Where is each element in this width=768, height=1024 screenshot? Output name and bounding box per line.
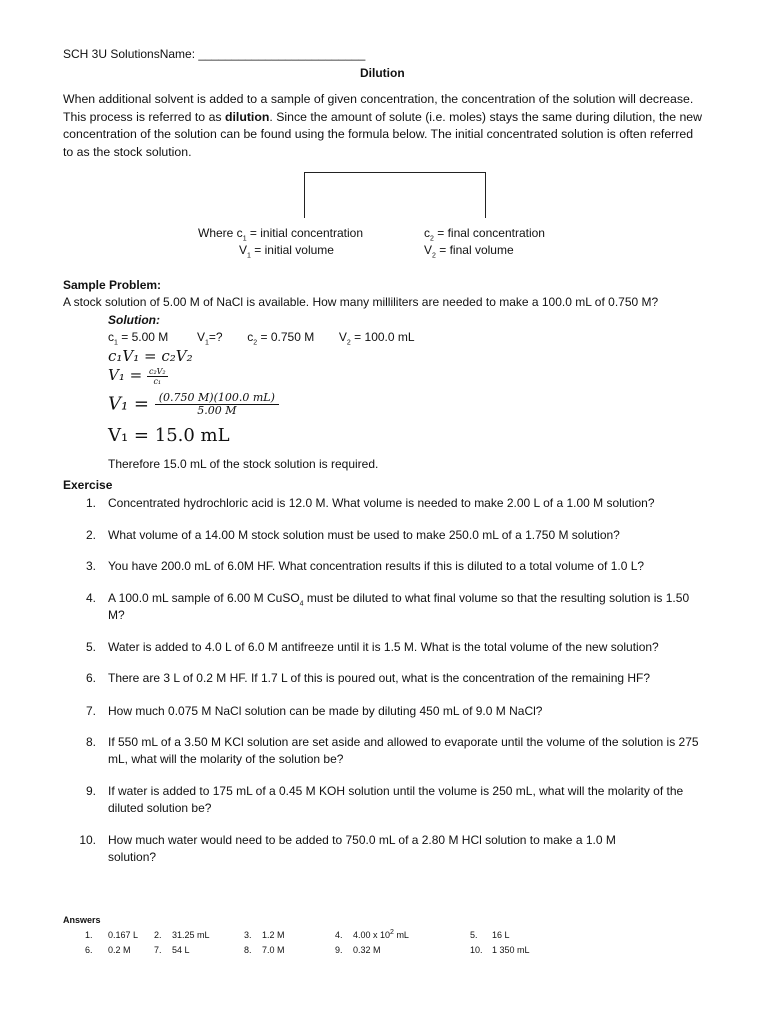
exercise-item: Concentrated hydrochloric acid is 12.0 M. What volume is needed to make 2.00 L of a 1.00 M solution?	[108, 496, 655, 510]
exercise-number: 4.	[85, 591, 96, 605]
legend-c2-text: = final concentration	[433, 226, 545, 240]
eq2-fraction	[147, 367, 168, 386]
c-letter: c	[108, 330, 114, 344]
legend-sub: 1	[242, 235, 247, 243]
answer-value: 7.0 M	[262, 945, 285, 955]
legend-v-letter: V	[239, 243, 248, 257]
formula-box	[304, 172, 486, 218]
answer-number: 8.	[244, 945, 252, 955]
answer-value: 0.32 M	[353, 945, 381, 955]
legend-v2	[424, 242, 514, 259]
answer-value: 0.167 L	[108, 930, 139, 940]
legend-sub: 1	[247, 252, 251, 260]
sample-conclusion: Therefore 15.0 mL of the stock solution is required.	[108, 457, 379, 471]
exercise-item: You have 200.0 mL of 6.0M HF. What concentration results if this is diluted to a total volume of 1.0 L?	[108, 559, 645, 573]
exercise-text-b: must be diluted to what final volume so that the resulting solution is 1.50 M?	[108, 591, 690, 622]
answer-value: 54 L	[172, 945, 190, 955]
intro-text-1: When additional solvent is added to a sample of given concentration, the concentration of the solution will decrease. This process is referred to as	[63, 92, 694, 124]
legend-sub: 2	[430, 235, 434, 243]
answer-number: 4.	[335, 930, 343, 940]
eq2-lhs: V₁ =	[108, 366, 143, 384]
eq2-numerator: c₂V₂	[148, 366, 166, 376]
legend-v1	[239, 242, 334, 259]
eq3-numerator: (0.750 M)(100.0 mL)	[155, 392, 279, 405]
answer-value-b: mL	[393, 930, 409, 940]
exercise-number: 7.	[85, 704, 96, 718]
eq3-fraction	[155, 392, 279, 417]
exercise-number: 8.	[85, 735, 96, 749]
sub: 2	[253, 339, 258, 347]
given-v2: = 100.0 mL	[354, 330, 415, 344]
given-c1: = 5.00 M	[121, 330, 169, 344]
sub: 2	[346, 339, 351, 347]
exercise-number: 3.	[85, 559, 96, 573]
answer-number: 10.	[470, 945, 483, 955]
legend-v2-text: = final volume	[435, 243, 514, 257]
exercise-number: 6.	[85, 671, 96, 685]
legend-where: Where c	[198, 226, 243, 240]
answer-number: 9.	[335, 945, 343, 955]
sub: 1	[114, 339, 118, 347]
sample-question: A stock solution of 5.00 M of NaCl is available. How many milliliters are needed to make a 100.0 mL of 0.750 M?	[63, 295, 659, 309]
exercise-item: If water is added to 175 mL of a 0.45 M KOH solution until the volume is 250 mL, what will the molarity of the diluted solution be?	[108, 784, 684, 815]
given-c2: = 0.750 M	[260, 330, 315, 344]
answer-value: 16 L	[492, 930, 510, 940]
equation-rearranged	[108, 366, 168, 386]
answer-superscript: 2	[390, 929, 394, 936]
answer-number: 7.	[154, 945, 162, 955]
answer-value-a: 4.00 x 10	[353, 930, 391, 940]
exercise-item: How much 0.075 M NaCl solution can be made by diluting 450 mL of 9.0 M NaCl?	[108, 704, 543, 718]
exercise-item: How much water would need to be added to 750.0 mL of a 2.80 M HCl solution to make a 1.0 M solution?	[108, 833, 616, 864]
sample-heading: Sample Problem:	[63, 278, 162, 292]
c-letter: c	[247, 330, 254, 344]
exercise-item: There are 3 L of 0.2 M HF. If 1.7 L of this is poured out, what is the concentration of the remaining HF?	[108, 671, 651, 685]
answers-heading: Answers	[63, 915, 101, 925]
answer-value: 1 350 mL	[492, 945, 530, 955]
equation-dilution: c₁V₁ = c₂V₂	[108, 347, 193, 365]
legend-c1-text: = initial concentration	[246, 226, 363, 240]
exercise-item	[108, 590, 700, 624]
legend-v-letter: V	[424, 243, 433, 257]
eq3-lhs: V₁ =	[108, 393, 150, 415]
answer-number: 5.	[470, 930, 478, 940]
eq2-denominator: c₁	[153, 376, 162, 386]
exercise-item: Water is added to 4.0 L of 6.0 M antifreeze until it is 1.5 M. What is the total volume of the new solution?	[108, 640, 659, 654]
answer-number: 3.	[244, 930, 252, 940]
given-values	[108, 329, 415, 346]
intro-paragraph	[63, 91, 703, 161]
answer-number: 2.	[154, 930, 162, 940]
exercise-number: 1.	[85, 496, 96, 510]
answer-value	[353, 928, 409, 942]
intro-text-2: . Since the amount of solute (i.e. moles) stays the same during dilution, the new concentration of the solution can be found using the formula below. The initial concentrated solution is often referred to as the stock solution.	[63, 109, 703, 159]
exercise-number: 2.	[85, 528, 96, 542]
answer-value: 31.25 mL	[172, 930, 210, 940]
exercise-item: What volume of a 14.00 M stock solution must be used to make 250.0 mL of a 1.750 M solution?	[108, 528, 620, 542]
header-line	[63, 46, 365, 63]
sub: 1	[204, 339, 209, 347]
exercise-number: 10.	[79, 833, 96, 847]
answer-number: 1.	[85, 930, 93, 940]
legend-c1	[198, 225, 363, 242]
answer-value: 0.2 M	[108, 945, 131, 955]
exercise-item: If 550 mL of a 3.50 M KCl solution are set aside and allowed to evaporate until the volume of the solution is 275 mL, what will the molarity of the solution be?	[108, 735, 699, 766]
legend-c-letter: c	[424, 226, 430, 240]
given-v1: =?	[208, 330, 223, 344]
exercise-subscript: 4	[299, 600, 304, 608]
eq3-denominator: 5.00 M	[197, 404, 237, 417]
v-letter: V	[338, 330, 347, 344]
exercise-heading: Exercise	[63, 478, 113, 492]
v-letter: V	[196, 330, 205, 344]
intro-bold-term: dilution	[224, 109, 270, 124]
legend-sub: 2	[432, 252, 436, 260]
answer-value: 1.2 M	[262, 930, 285, 940]
exercise-number: 5.	[85, 640, 96, 654]
legend-v1-text: = initial volume	[250, 243, 334, 257]
name-blank: _________________________	[198, 47, 366, 61]
solution-label: Solution:	[108, 313, 160, 327]
answer-number: 6.	[85, 945, 93, 955]
exercise-text-a: A 100.0 mL sample of 6.00 M CuSO	[108, 591, 300, 605]
course-title: SCH 3U SolutionsName:	[63, 47, 196, 61]
page-title: Dilution	[360, 66, 405, 80]
exercise-number: 9.	[85, 784, 96, 798]
equation-result: V₁ = 15.0 mL	[108, 425, 230, 446]
legend-c2	[424, 225, 545, 242]
equation-substituted	[108, 392, 279, 417]
